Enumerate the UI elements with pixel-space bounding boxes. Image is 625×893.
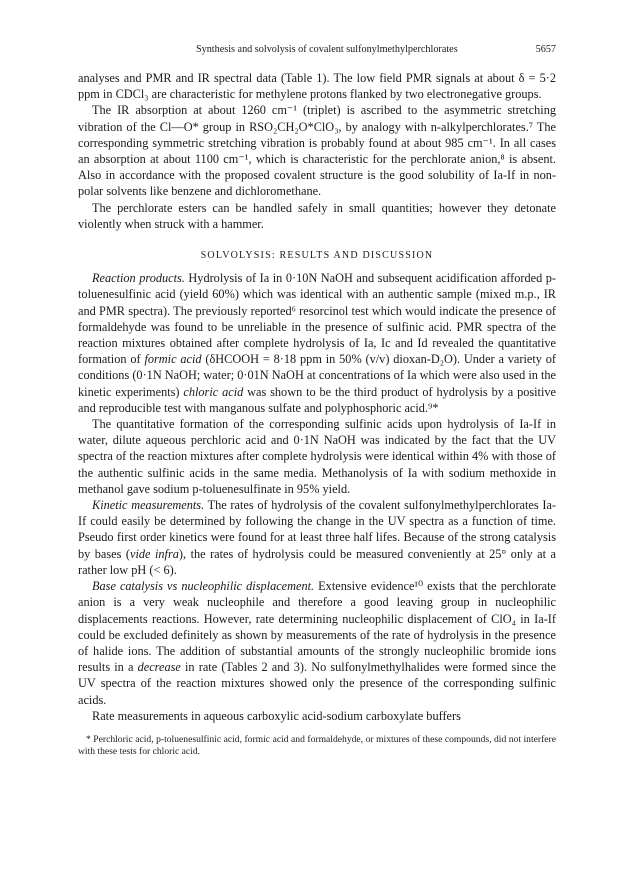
running-header-title: Synthesis and solvolysis of covalent sulfonylmethylperchlorates <box>195 44 458 55</box>
intro-paragraph-2: The IR absorption at about 1260 cm⁻¹ (triplet) is ascribed to the asymmetric stretching vibration of the Cl—O* group in RSO₂CH₂O*ClO₃, by analogy with n-alkylperchlorates.⁷ The corresponding symmetric stretching vibration is probably found at about 985 cm⁻¹. In all cases an absorption at about 1100 cm⁻¹, which is characteristic for the perchlorate anion,⁸ is absent. Also in accordance with the proposed covalent structure is the good solubility of Ia-If in non-polar solvents like benzene and dichloromethane. <box>78 103 556 199</box>
intro-paragraph-1: analyses and PMR and IR spectral data (Table 1). The low field PMR signals at about δ = 5·2 ppm in CDCl₃ are characteristic for methylene protons flanked by two electronegative groups. <box>78 71 556 102</box>
reaction-products-label: Reaction products. <box>92 271 185 286</box>
section-heading: SOLVOLYSIS: RESULTS AND DISCUSSION <box>200 250 434 262</box>
base-catalysis-label: Base catalysis vs nucleophilic displacement. <box>92 579 315 594</box>
vide-infra-term: vide infra <box>130 546 179 561</box>
page-number: 5657 <box>535 44 556 55</box>
running-header <box>78 44 556 56</box>
base-catalysis-text-a: Extensive evidence¹⁰ exists that the perchlorate anion is a very weak nucleophile and therefore a good leaving group in nucleophilic displacements reactions. However, rate determining nucleophilic displacement of ClO₄ in Ia-If could be excluded definitely as shown by measurements of the rate of hydrolysis in the presence of halide ions. The addition of substantial amounts of the strongly nucleophilic bromide ions results in a <box>78 579 556 675</box>
sulfinic-acid-paragraph: The quantitative formation of the corresponding sulfinic acids upon hydrolysis of Ia-If in water, dilute aqueous perchloric acid and 0·1N NaOH was indicated by the fact that the UV spectra of the reaction mixtures after complete hydrolysis were identical within 4% with those of the authentic sulfinic acids in the same media. Methanolysis of Ia with sodium methoxide in methanol gave sodium p-toluenesulfinate in 95% yield. <box>78 417 556 496</box>
reaction-products-paragraph <box>78 270 556 416</box>
kinetic-text-a: The rates of hydrolysis of the covalent sulfonylmethylperchlorates Ia-If could easily be determined by following the change in the UV spectra as a function of time. Pseudo first order kinetics were found for at least three half lifes. Because of the strong catalysis by bases ( <box>78 498 557 561</box>
base-catalysis-paragraph <box>78 578 556 708</box>
chloric-acid-term: chloric acid <box>183 384 244 399</box>
reaction-products-text-b: (δHCOOH = 8·18 ppm in 50% (v/v) dioxan-D₂O). Under a variety of conditions (0·1N NaOH; water; 0·01N NaOH at concentrations of Ia which were also used in the kinetic experiments) <box>78 352 557 399</box>
kinetic-label: Kinetic measurements. <box>92 498 205 513</box>
formic-acid-term: formic acid <box>144 352 202 367</box>
base-catalysis-text-b: in rate (Tables 2 and 3). No sulfonylmethylhalides were formed since the UV spectra of the reaction mixtures showed only the presence of the corresponding sulfinic acids. <box>78 660 556 707</box>
kinetic-paragraph <box>78 497 556 578</box>
intro-paragraph-3: The perchlorate esters can be handled safely in small quantities; however they detonate violently when struck with a hammer. <box>78 200 556 231</box>
footnote: * Perchloric acid, p-toluenesulfinic acid, formic acid and formaldehyde, or mixtures of these compounds, did not interfere with these tests for chloric acid. <box>78 733 556 758</box>
reaction-products-text-c: was shown to be the third product of hydrolysis by a positive and reproducible test with manganous sulfate and polyphosphoric acid.⁹* <box>78 384 557 415</box>
reaction-products-text-a: Hydrolysis of Ia in 0·10N NaOH and subsequent acidification afforded p-toluenesulfinic acid (yield 60%) which was identical with an authentic sample (mixed m.p., IR and PMR spectra). The previously reported⁶ resorcinol test which would indicate the presence of formaldehyde was found to be unreliable in the presence of sulfinic acid. PMR spectra of the reaction mixtures obtained after complete hydrolysis of Ia, Ic and Id revealed the quantitative formation of <box>78 271 556 367</box>
kinetic-text-b: ), the rates of hydrolysis could be measured conveniently at 25° only at a rather low pH (< 6). <box>78 546 556 577</box>
page <box>78 44 556 759</box>
decrease-term: decrease <box>137 660 181 675</box>
rate-measurements-paragraph: Rate measurements in aqueous carboxylic acid-sodium carboxylate buffers <box>92 708 461 723</box>
